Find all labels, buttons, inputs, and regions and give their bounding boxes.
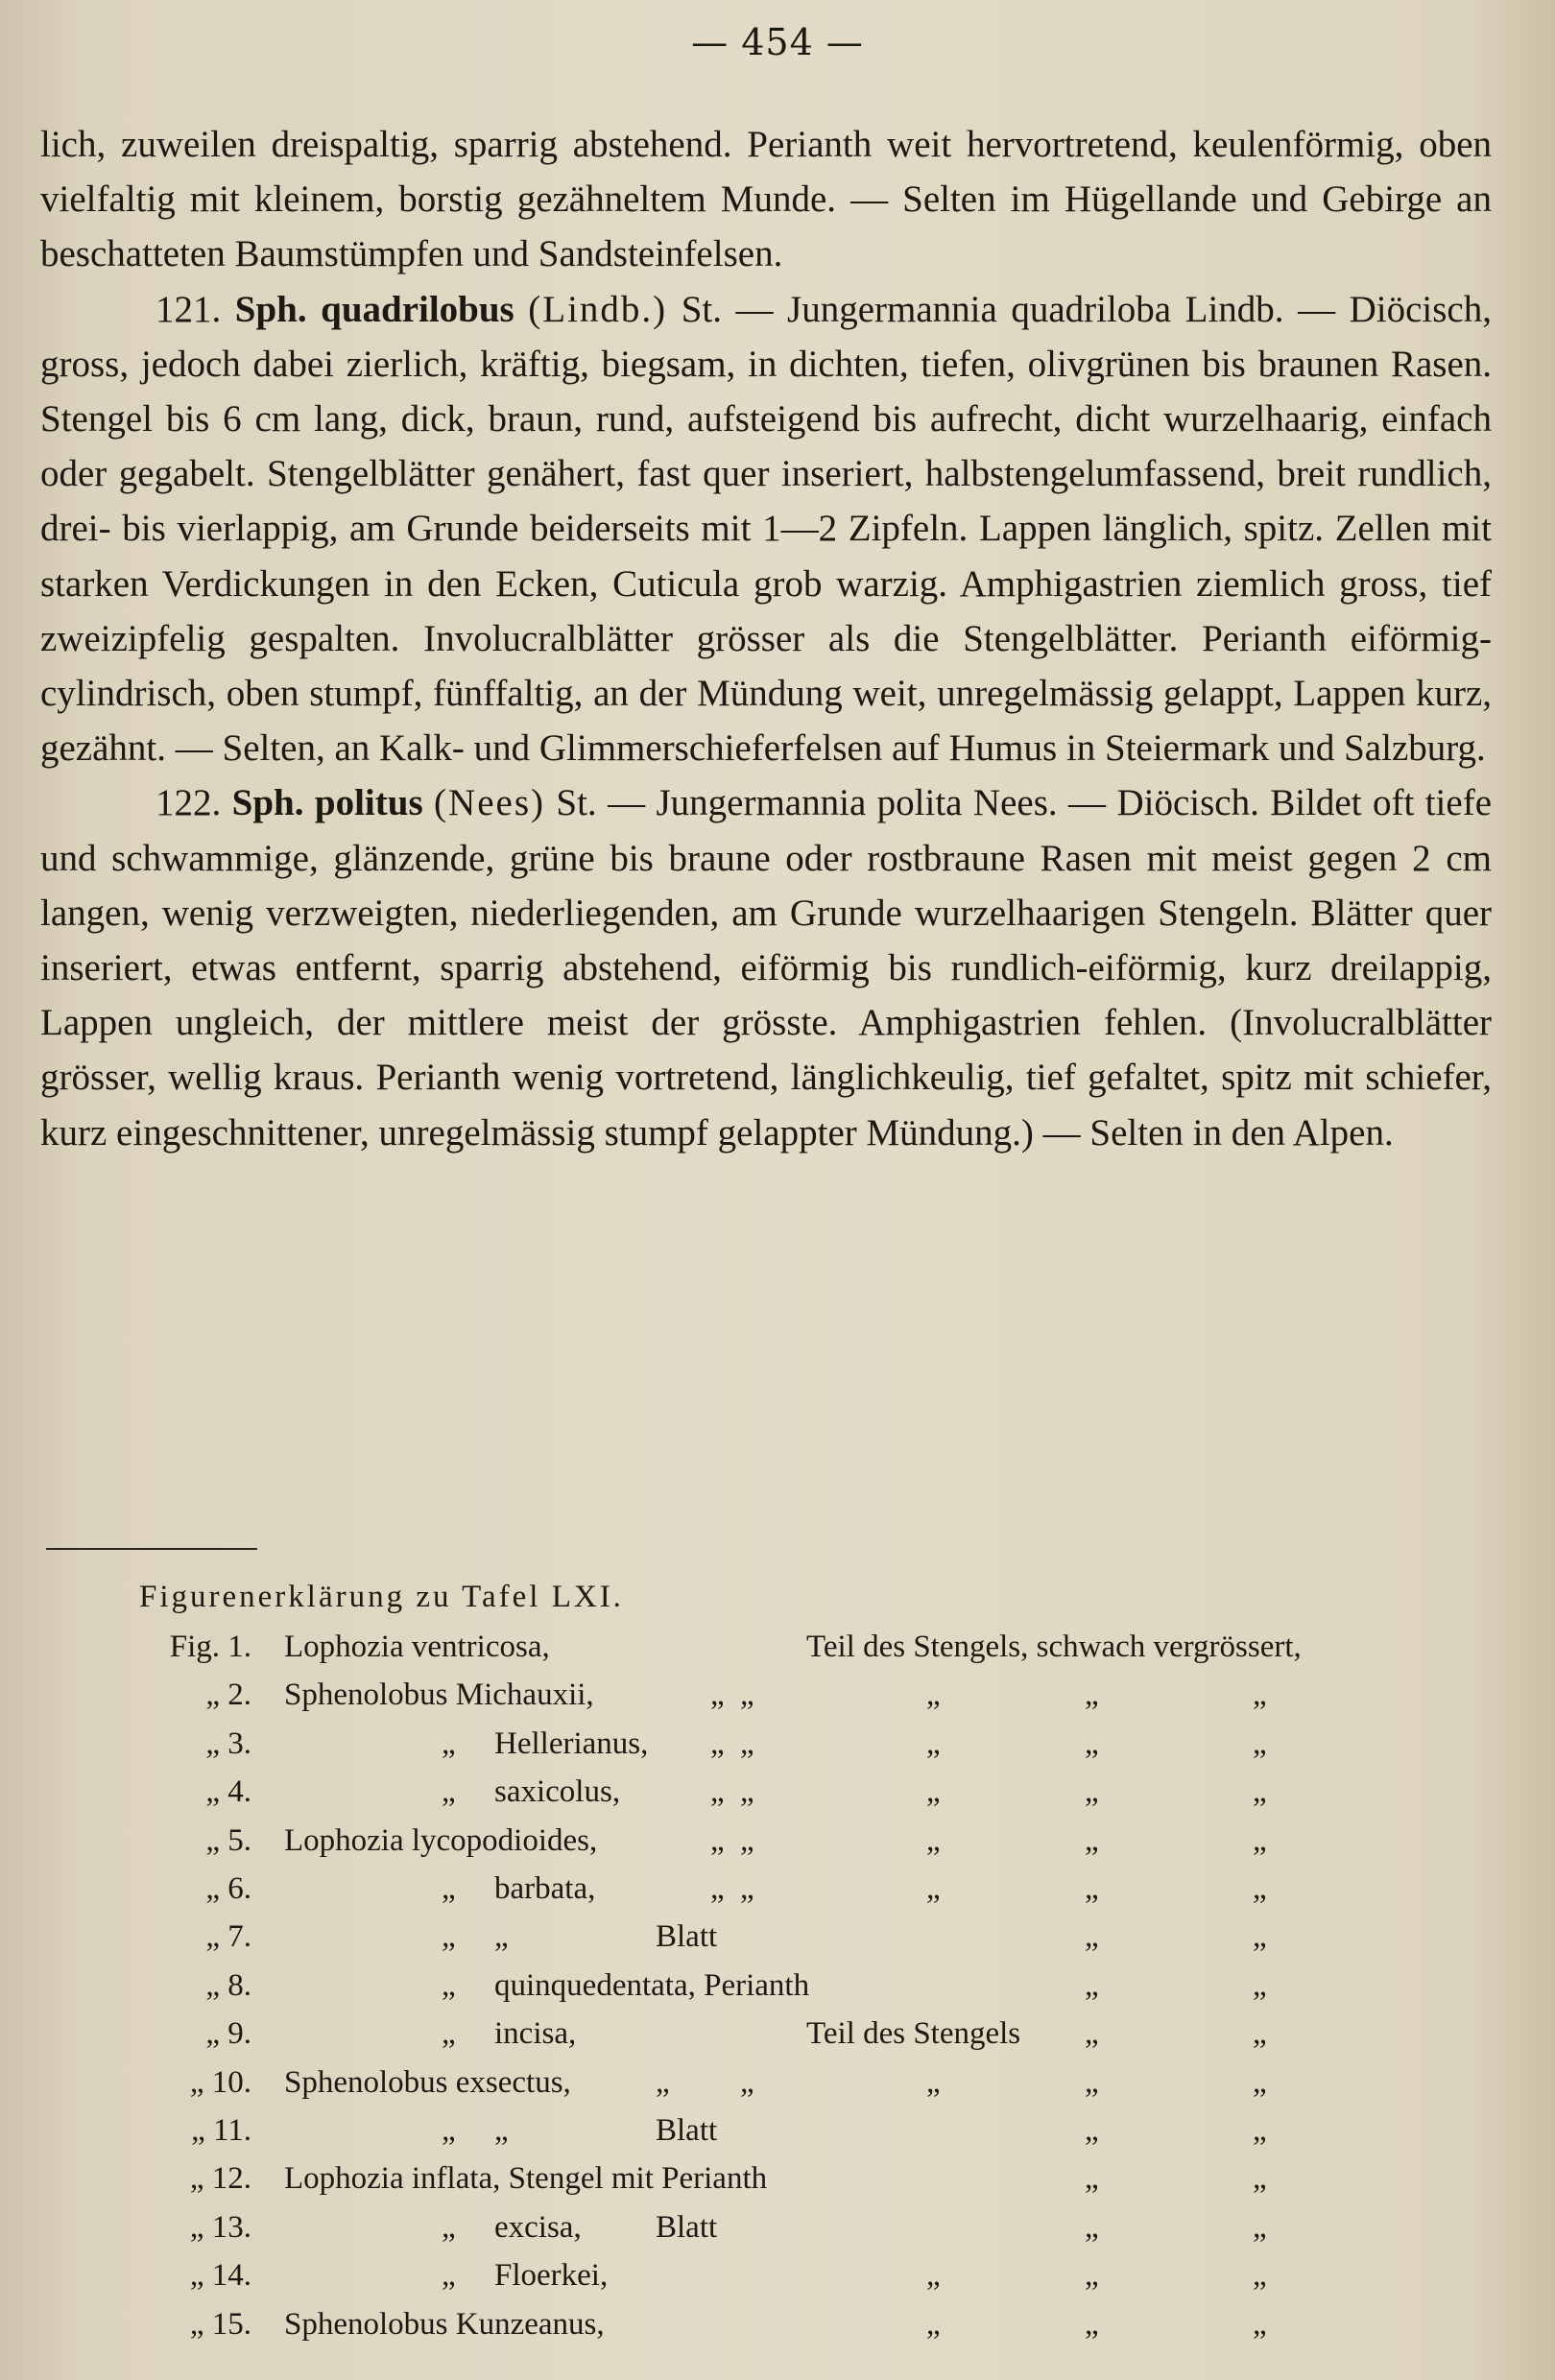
figure-cell: „ — [926, 2064, 941, 2100]
figure-cell: Lophozia inflata, Stengel mit Perianth — [284, 2161, 768, 2197]
figure-number: „ 11. — [191, 2113, 251, 2148]
species-author: (Nees) — [434, 782, 545, 824]
figure-number: „ 12. — [189, 2161, 251, 2197]
figure-cell: „ — [1085, 1871, 1099, 1906]
entry-number: 122. — [156, 782, 222, 824]
figure-cell: „ — [1253, 2306, 1267, 2342]
figure-cell: „ — [740, 1822, 754, 1858]
figure-legend-row — [0, 1919, 1555, 1965]
figure-legend-row — [0, 2016, 1555, 2062]
figure-legend-table — [0, 1630, 1555, 2359]
figure-cell: „ — [740, 1678, 754, 1713]
figure-cell: „ — [740, 1726, 754, 1761]
figure-cell: „ — [1253, 2161, 1267, 2197]
figure-cell: „ — [442, 2016, 456, 2052]
figure-cell: Sphenolobus Kunzeanus, — [284, 2306, 605, 2342]
figure-cell: „ — [442, 2209, 456, 2245]
figure-cell: „ — [1253, 2209, 1267, 2245]
figure-cell: „ — [1085, 1726, 1099, 1761]
figure-number: „ 8. — [205, 1967, 251, 2003]
figure-cell: „ — [1085, 2064, 1099, 2100]
figure-cell: „ — [926, 2306, 941, 2342]
figure-cell: „ — [1085, 1919, 1099, 1955]
figure-cell: „ — [1085, 1822, 1099, 1858]
figure-cell: „ — [1085, 2161, 1099, 2197]
figure-cell: „ — [740, 1871, 754, 1906]
entry-text: St. — Jungermannia polita Nees. — Diöcisch. Bildet oft tiefe und schwammige, glänzende, grüne bis braune oder rostbraune Rasen mit meist gegen 2 cm langen, wenig verzweigten, niederliegenden, am Grunde wurzelhaarigen Stengeln. Blätter quer inseriert, etwas entfernt, sparrig abstehend, eiförmig bis rundlich-eiförmig, kurz dreilappig, Lappen ungleich, der mittlere meist der grösste. Amphigastrien fehlen. (Involucralblätter grösser, wellig kraus. Perianth wenig vortretend, länglichkeulig, tief gefaltet, spitz mit schiefer, kurz eingeschnittener, unregelmässig stumpf gelappter Mündung.) — Selten in den Alpen. — [40, 782, 1493, 1154]
figure-cell: „ — [1085, 2258, 1099, 2294]
figure-legend-row — [0, 1968, 1555, 2014]
figure-cell: „ — [926, 1726, 941, 1761]
figure-cell: „ — [710, 1678, 725, 1713]
figure-number: „ 15. — [189, 2306, 251, 2342]
figure-cell: „ — [1085, 2209, 1099, 2245]
figure-legend-row — [0, 2161, 1555, 2207]
figure-number: „ 10. — [189, 2064, 251, 2100]
figure-cell: „ — [1253, 2016, 1267, 2052]
figure-cell: „ — [1085, 1678, 1099, 1713]
figure-cell: Teil des Stengels — [806, 2016, 1021, 2052]
figure-number: „ 3. — [205, 1726, 251, 1761]
figure-cell: „ — [1253, 1678, 1267, 1713]
figure-cell: „ — [1253, 1967, 1267, 2003]
figure-cell: barbata, — [494, 1871, 596, 1906]
figure-cell: „ — [656, 2064, 670, 2100]
figure-cell: „ — [926, 1822, 941, 1858]
figure-cell: „ — [740, 2064, 754, 2100]
figure-number: „ 9. — [205, 2016, 251, 2052]
figure-cell: Blatt — [656, 2209, 718, 2245]
section-divider — [46, 1548, 257, 1550]
figure-cell: „ — [1253, 1774, 1267, 1810]
figure-cell: „ — [926, 1678, 941, 1713]
figure-legend-row — [0, 1774, 1555, 1821]
figure-cell: „ — [442, 1967, 456, 2003]
figure-legend-row — [0, 2210, 1555, 2256]
figure-cell: Blatt — [656, 2113, 718, 2148]
figure-cell: „ — [442, 1774, 456, 1810]
species-name: Sph. politus — [231, 782, 423, 824]
figure-cell: „ — [740, 1774, 754, 1810]
species-author: (Lindb.) — [528, 288, 668, 330]
figure-cell: „ — [442, 2258, 456, 2294]
figure-cell: „ — [710, 1822, 725, 1858]
figure-number: „ 5. — [205, 1822, 251, 1858]
figure-cell: „ — [1085, 2016, 1099, 2052]
figure-cell: „ — [1253, 1871, 1267, 1906]
figure-cell: Blatt — [656, 1919, 718, 1955]
figure-cell: Sphenolobus exsectus, — [284, 2064, 571, 2100]
figure-legend-row — [0, 1678, 1555, 1724]
figure-cell: Lophozia lycopodioides, — [284, 1822, 598, 1858]
figure-legend-row — [0, 2065, 1555, 2111]
figure-cell: „ — [1253, 2258, 1267, 2294]
figure-cell: „ — [494, 1919, 509, 1955]
figure-cell: Lophozia ventricosa, — [284, 1630, 550, 1664]
figure-cell: „ — [1253, 1919, 1267, 1955]
figure-cell: saxicolus, — [494, 1774, 621, 1810]
figure-number: „ 4. — [205, 1774, 251, 1810]
figure-cell: „ — [1253, 2064, 1267, 2100]
figure-cell: „ — [1253, 1726, 1267, 1761]
figure-number: „ 14. — [189, 2258, 251, 2294]
figure-cell: „ — [442, 1871, 456, 1906]
entry-122 — [40, 775, 1492, 1159]
figure-cell: „ — [1085, 1774, 1099, 1810]
figure-cell: „ — [1085, 1967, 1099, 2003]
figure-cell: „ — [442, 1919, 456, 1955]
figure-cell: „ — [926, 1871, 941, 1906]
figure-cell: Floerkei, — [494, 2258, 609, 2294]
entry-number: 121. — [156, 288, 222, 330]
figure-cell: „ — [710, 1871, 725, 1906]
figure-cell: „ — [710, 1774, 725, 1810]
figure-cell: „ — [926, 1774, 941, 1810]
figure-cell: „ — [1253, 1822, 1267, 1858]
figure-legend-row — [0, 2258, 1555, 2304]
figure-cell: quinquedentata, Perianth — [494, 1967, 810, 2003]
figure-cell: „ — [442, 1726, 456, 1761]
figure-cell: „ — [494, 2113, 509, 2148]
figure-number: „ 13. — [189, 2209, 251, 2245]
figure-legend-heading: Figurenerklärung zu Tafel LXI. — [139, 1580, 624, 1614]
figure-cell: „ — [1085, 2113, 1099, 2148]
figure-cell: „ — [1253, 2113, 1267, 2148]
figure-legend-row — [0, 1871, 1555, 1917]
figure-legend-row — [0, 1823, 1555, 1869]
figure-cell: „ — [710, 1726, 725, 1761]
figure-legend-row — [0, 2307, 1555, 2353]
species-name: Sph. quadrilobus — [234, 288, 514, 330]
figure-cell: excisa, — [494, 2209, 582, 2245]
paragraph-continuation: lich, zuweilen dreispaltig, sparrig abstehend. Perianth weit hervortretend, keulenförmig, oben vielfaltig mit kleinem, borstig gezähneltem Munde. — Selten im Hügellande und Gebirge an beschatteten Baumstümpfen und Sandsteinfelsen. — [40, 124, 1492, 275]
body-text — [40, 117, 1492, 1160]
figure-legend-row — [0, 1726, 1555, 1773]
figure-cell: „ — [442, 2113, 456, 2148]
figure-legend-row — [0, 2113, 1555, 2159]
figure-cell: „ — [1085, 2306, 1099, 2342]
figure-cell: „ — [926, 2258, 941, 2294]
figure-cell: Hellerianus, — [494, 1726, 649, 1761]
figure-cell: Teil des Stengels, schwach vergrössert, — [806, 1630, 1302, 1664]
figure-cell: incisa, — [494, 2016, 577, 2052]
figure-number: „ 6. — [205, 1871, 251, 1906]
page-number: — 454 — — [691, 21, 864, 63]
entry-text: St. — Jungermannia quadriloba Lindb. — Diöcisch, gross, jedoch dabei zierlich, kräftig, biegsam, in dichten, tiefen, olivgrünen bis braunen Rasen. Stengel bis 6 cm lang, dick, braun, rund, aufsteigend bis aufrecht, dicht wurzelhaarig, einfach oder gegabelt. Stengelblätter genähert, fast quer inseriert, halbstengelumfassend, breit rundlich, drei- bis vierlappig, am Grunde beiderseits mit 1—2 Zipfeln. Lappen länglich, spitz. Zellen mit starken Verdickungen in den Ecken, Cuticula grob warzig. Amphigastrien ziemlich gross, tief zweizipfelig gespalten. Involucralblätter grösser als die Stengelblätter. Perianth eiförmig-cylindrisch, oben stumpf, fünffaltig, an der Mündung weit, unregelmässig gelappt, Lappen kurz, gezähnt. — Selten, an Kalk- und Glimmerschieferfelsen auf Humus in Steiermark und Salzburg. — [40, 288, 1492, 770]
figure-legend-row — [0, 1630, 1555, 1676]
figure-number: „ 2. — [205, 1678, 251, 1713]
figure-number: Fig. 1. — [169, 1630, 251, 1664]
figure-number: „ 7. — [205, 1919, 251, 1955]
figure-cell: Sphenolobus Michauxii, — [284, 1678, 594, 1713]
entry-121 — [40, 282, 1492, 776]
